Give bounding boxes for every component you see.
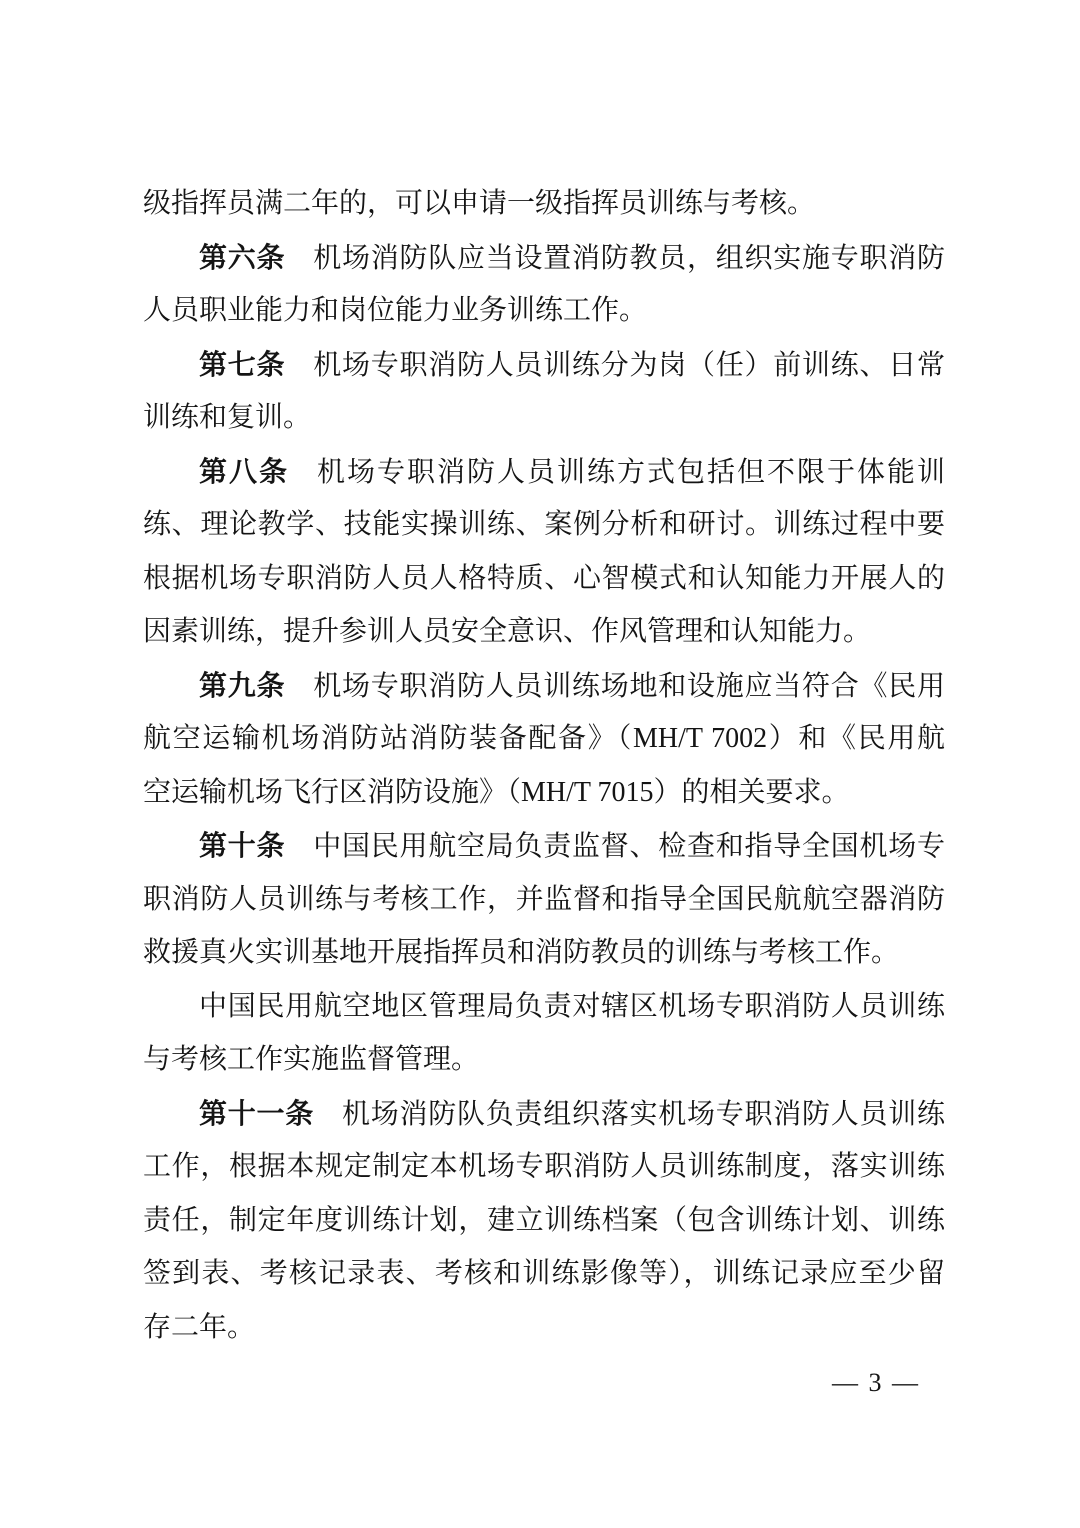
text-line: [143, 926, 945, 980]
line-text: 因素训练，提升参训人员安全意识、作风管理和认知能力。: [143, 616, 872, 647]
text-line: [143, 231, 945, 285]
text-line: [143, 980, 945, 1034]
line-text: 根据机场专职消防人员人格特质、心智模式和认知能力开展人的: [143, 562, 945, 594]
line-text: 训练和复训。: [143, 402, 312, 433]
article-number: 第八条: [199, 455, 289, 487]
text-line: [143, 873, 945, 927]
line-text: 级指挥员满二年的，可以申请一级指挥员训练与考核。: [143, 188, 816, 219]
text-line: [143, 391, 945, 445]
line-text: 救援真火实训基地开展指挥员和消防教员的训练与考核工作。: [143, 937, 900, 968]
article-number: 第十条: [199, 830, 286, 861]
text-line: [143, 498, 945, 552]
text-line: [143, 659, 945, 713]
article-number: 第九条: [199, 669, 286, 701]
line-text: 机场专职消防人员训练方式包括但不限于体能训: [317, 456, 945, 488]
page-footer: [143, 1368, 945, 1398]
text-line: [143, 1033, 945, 1087]
article-number: 第十一条: [199, 1097, 314, 1129]
text-line: [143, 552, 945, 606]
text-line: [143, 1087, 945, 1141]
text-line: [143, 1247, 945, 1301]
line-text: 机场消防队负责组织落实机场专职消防人员训练: [342, 1098, 945, 1130]
line-text: 空运输机场飞行区消防设施》（MH/T 7015）的相关要求。: [143, 776, 850, 808]
line-text: 机场专职消防人员训练分为岗（任）前训练、日常: [313, 349, 945, 381]
line-text: 签到表、考核记录表、考核和训练影像等），训练记录应至少留: [143, 1258, 945, 1289]
text-line: [143, 284, 945, 338]
text-line: [143, 1301, 945, 1355]
line-text: 中国民用航空局负责监督、检查和指导全国机场专: [313, 831, 945, 862]
article-number: 第六条: [199, 241, 286, 273]
text-line: [143, 1140, 945, 1194]
line-text: 练、理论教学、技能实操训练、案例分析和研讨。训练过程中要: [143, 509, 945, 540]
line-text: 中国民用航空地区管理局负责对辖区机场专职消防人员训练: [199, 990, 945, 1022]
text-line: [143, 338, 945, 392]
line-text: 存二年。: [143, 1311, 256, 1343]
line-text: 人员职业能力和岗位能力业务训练工作。: [143, 295, 648, 326]
line-text: 航空运输机场消防站消防装备配备》（MH/T 7002）和《民用航: [143, 723, 945, 754]
line-text: 与考核工作实施监督管理。: [143, 1044, 480, 1075]
line-text: 机场专职消防人员训练场地和设施应当符合《民用: [313, 670, 945, 702]
page-number: — 3 —: [832, 1368, 920, 1397]
line-text: 工作，根据本规定制定本机场专职消防人员训练制度，落实训练: [143, 1151, 945, 1182]
text-line: [143, 766, 945, 820]
text-line: [143, 605, 945, 659]
text-line: [143, 1194, 945, 1248]
text-line: [143, 712, 945, 766]
text-line: [143, 177, 945, 231]
line-text: 责任，制定年度训练计划，建立训练档案（包含训练计划、训练: [143, 1204, 945, 1236]
text-line: [143, 445, 945, 499]
document-body: [143, 177, 945, 1354]
line-text: 机场消防队应当设置消防教员，组织实施专职消防: [313, 242, 945, 274]
line-text: 职消防人员训练与考核工作，并监督和指导全国民航航空器消防: [143, 883, 945, 915]
text-line: [143, 819, 945, 873]
article-number: 第七条: [199, 348, 286, 380]
